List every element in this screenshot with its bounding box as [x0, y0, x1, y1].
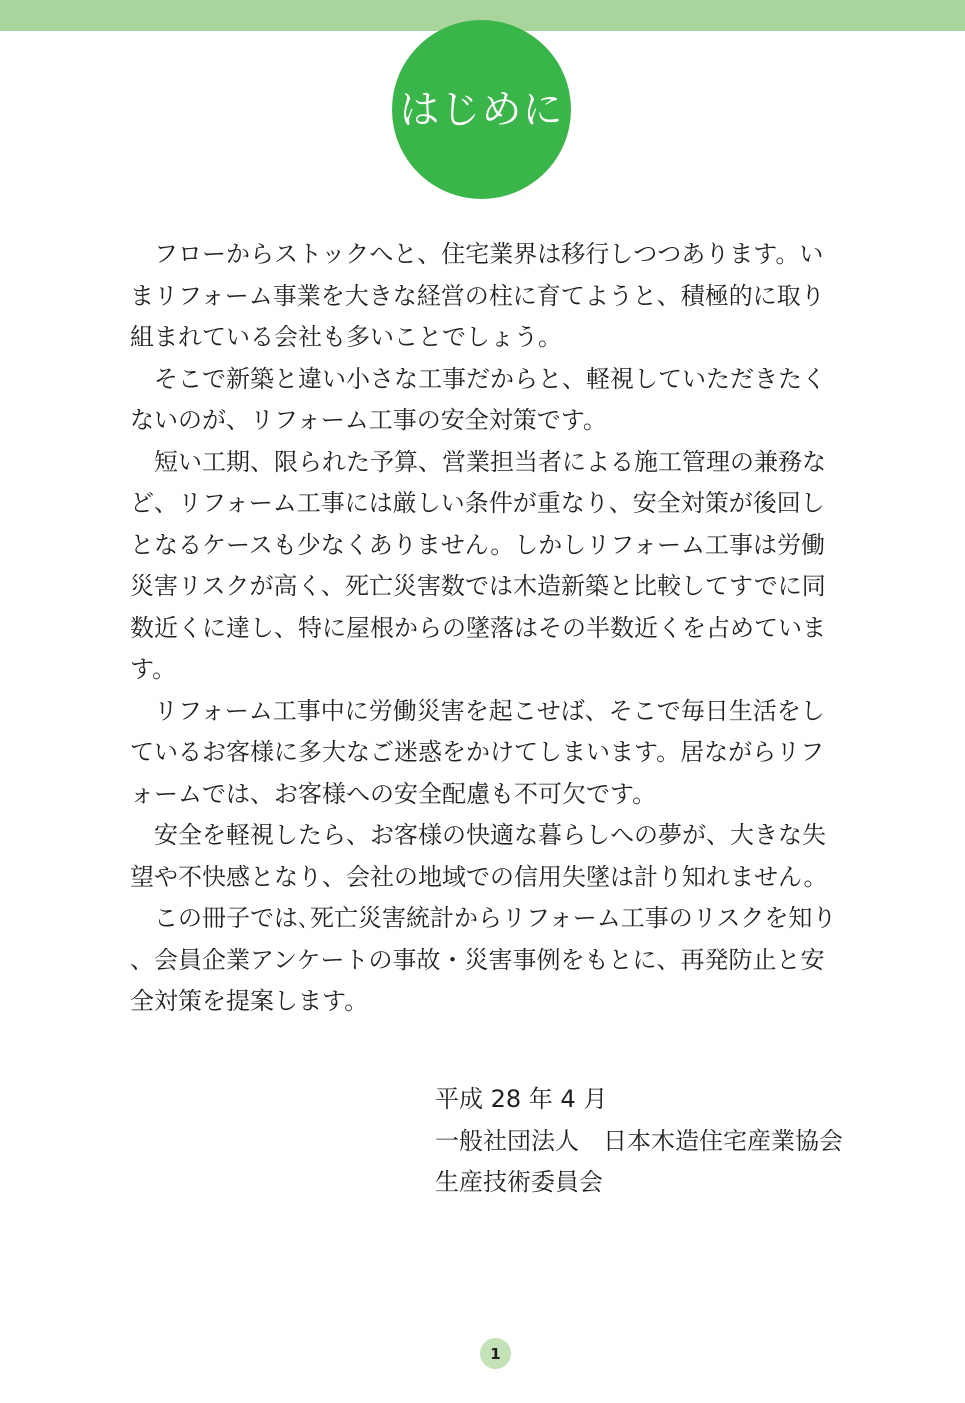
paragraph: 安全を軽視したら、お客様の快適な暮らしへの夢が、大きな失望や不快感となり、会社の地域での信用失墜は計り知れません。	[130, 821, 828, 891]
paragraph: リフォーム工事中に労働災害を起こせば、そこで毎日生活をしているお客様に多大なご迷惑をかけてしまいます。居ながらリフォームでは、お客様への安全配慮も不可欠です。	[130, 696, 825, 808]
page-number: 1	[480, 1338, 511, 1369]
paragraph: そこで新築と違い小さな工事だからと、軽視していただきたくないのが、リフォーム工事の安全対策です。	[130, 364, 826, 434]
paragraph: フローからストックへと、住宅業界は移行しつつあります。いまリフォーム事業を大きな経営の柱に育てようと、積極的に取り組まれている会社も多いことでしょう。	[130, 240, 825, 351]
signature-date: 平成 28 年 4 月	[435, 1085, 608, 1113]
signature-organization: 一般社団法人 日本木造住宅産業協会	[435, 1126, 843, 1155]
title-circle	[392, 20, 571, 199]
signature-committee: 生産技術委員会	[435, 1168, 603, 1196]
body-text	[130, 234, 845, 1023]
paragraph: 短い工期、限られた予算、営業担当者による施工管理の兼務など、リフォーム工事には厳しい条件が重なり、安全対策が後回しとなるケースも少なくありません。しかしリフォーム工事は労働災害リスクが高く、死亡災害数では木造新築と比較してすでに同数近くに達し、特に屋根からの墜落はその半数近くを占めています。	[130, 447, 826, 683]
signature-block	[435, 1079, 855, 1204]
page-title: はじめに	[399, 86, 564, 133]
paragraph: この冊子では､死亡災害統計からリフォーム工事のリスクを知り、会員企業アンケートの事故・災害事例をもとに、再発防止と安全対策を提案します。	[130, 904, 837, 1015]
